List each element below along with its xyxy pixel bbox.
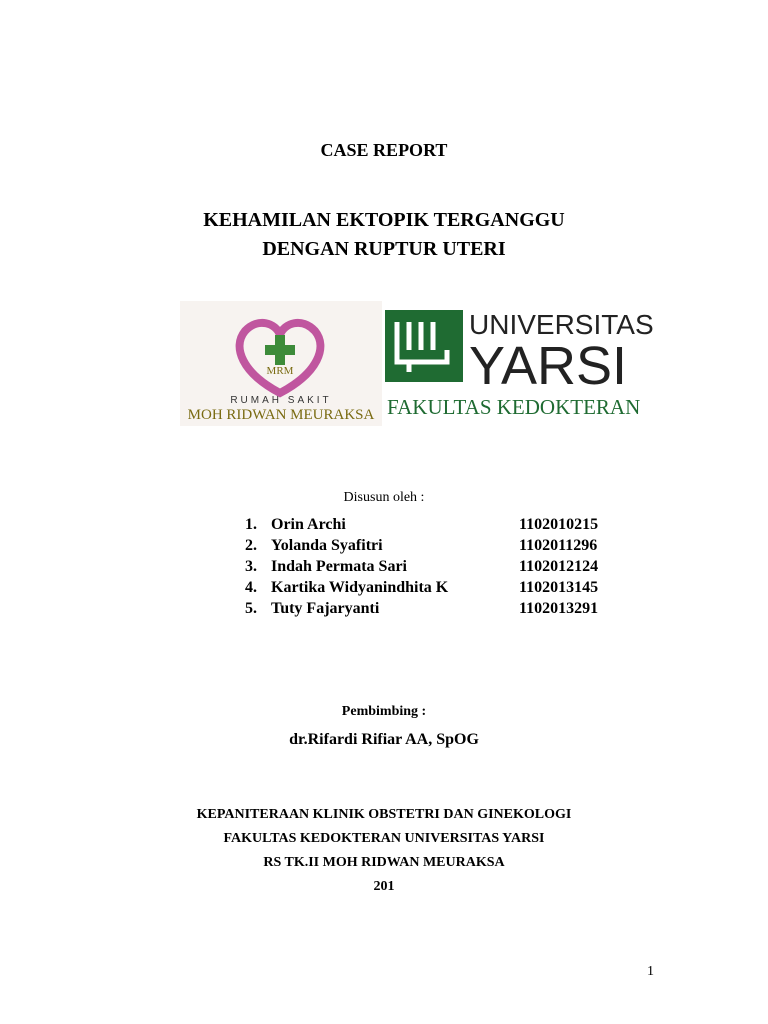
- institution-line-2: FAKULTAS KEDOKTERAN UNIVERSITAS YARSI: [223, 831, 545, 846]
- hospital-logo: [180, 301, 382, 426]
- hospital-name-line1: RUMAH SAKIT: [230, 395, 332, 406]
- institution-line-1: KEPANITERAAN KLINIK OBSTETRI DAN GINEKOLOGI: [196, 807, 572, 822]
- author-list: [245, 516, 625, 621]
- university-name-line2: YARSI: [469, 336, 628, 396]
- author-nim: 1102013145: [519, 579, 599, 596]
- author-number: 1.: [245, 516, 257, 533]
- university-logo-graphic: [385, 306, 675, 422]
- author-number: 5.: [245, 600, 257, 617]
- author-nim: 1102013291: [519, 600, 599, 617]
- authors-label: Disusun oleh :: [343, 490, 425, 505]
- hospital-name-line2: MOH RIDWAN MEURAKSA: [187, 407, 375, 423]
- author-row: [245, 558, 625, 579]
- title-line-1: KEHAMILAN EKTOPIK TERGANGGU: [203, 209, 565, 231]
- hospital-logo-graphic: [180, 301, 382, 426]
- institution-line-3: RS TK.II MOH RIDWAN MEURAKSA: [263, 855, 505, 870]
- author-row: [245, 537, 625, 558]
- supervisor-name: dr.Rifardi Rifiar AA, SpOG: [289, 731, 479, 748]
- author-row: [245, 579, 625, 600]
- author-row: [245, 516, 625, 537]
- university-name-line1: UNIVERSITAS: [469, 309, 654, 340]
- case-report-label: CASE REPORT: [320, 140, 448, 160]
- supervisor-label: Pembimbing :: [341, 704, 427, 719]
- author-number: 4.: [245, 579, 257, 596]
- author-nim: 1102012124: [519, 558, 599, 575]
- author-number: 2.: [245, 537, 257, 554]
- report-title: [0, 206, 768, 264]
- page-number: 1: [647, 964, 654, 979]
- title-line-2: DENGAN RUPTUR UTERI: [262, 238, 506, 260]
- author-name: Kartika Widyanindhita K: [271, 579, 449, 596]
- university-logo: [385, 306, 675, 422]
- author-nim: 1102010215: [519, 516, 599, 533]
- institution-year: 201: [373, 879, 395, 894]
- university-faculty: FAKULTAS KEDOKTERAN: [387, 395, 641, 419]
- author-row: [245, 600, 625, 621]
- author-name: Indah Permata Sari: [271, 558, 407, 575]
- author-name: Orin Archi: [271, 516, 346, 533]
- author-name: Yolanda Syafitri: [271, 537, 383, 554]
- cross-icon: [265, 335, 295, 365]
- author-number: 3.: [245, 558, 257, 575]
- hospital-badge-text: MRM: [266, 365, 294, 377]
- author-name: Tuty Fajaryanti: [271, 600, 380, 617]
- author-nim: 1102011296: [519, 537, 598, 554]
- institution-block: [0, 803, 768, 899]
